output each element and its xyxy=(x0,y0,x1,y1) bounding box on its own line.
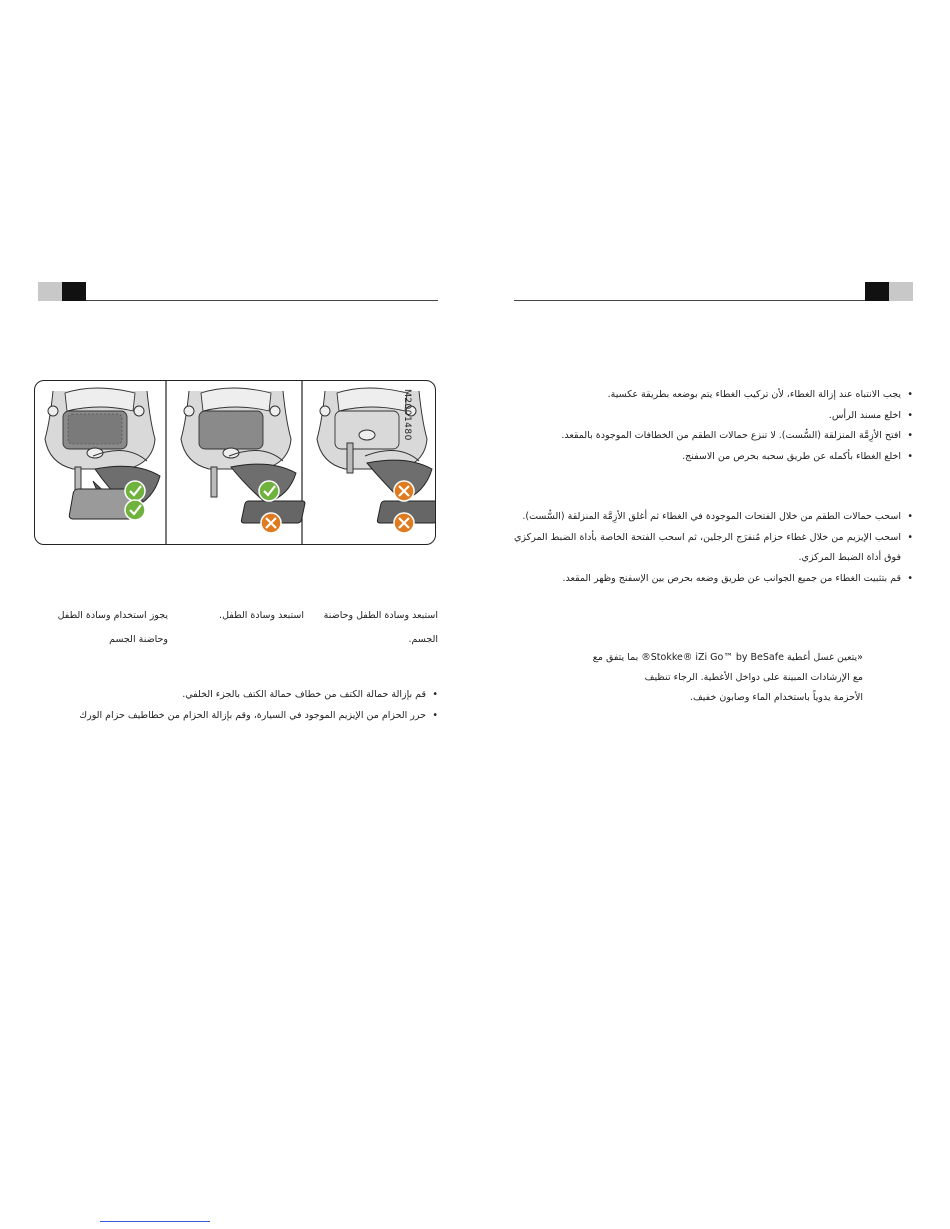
seat-illustrations xyxy=(35,381,435,544)
panel-2-cushion-check-icon xyxy=(259,481,279,501)
caption-remove-cushion-and-pad: استبعد وسادة الطفل وحاضنة الجسم. xyxy=(323,610,438,645)
left-header-rule xyxy=(86,300,438,301)
panel-2-seat-illustration xyxy=(181,388,305,523)
left-header-gray-block xyxy=(38,282,62,301)
caption-keep-cushion-and-pad: يجوز استخدام وسادة الطفل وحاضنة الجسم xyxy=(57,610,168,645)
panel-1-seat-illustration xyxy=(45,388,160,519)
refit-cover-item: • اسحب الإيزيم من خلال غطاء حزام مُنفرَج الرجلين، ثم اسحب الفتحة الخاصة بأداة الضبط المركزي فوق أداة الضبط المركزي. xyxy=(514,528,913,569)
panel-2-pad-cross-icon xyxy=(261,513,281,533)
wash-note-line-1: «يتعين غسل أغطية Stokke® iZi Go™ by BeSafe® بما يتفق مع xyxy=(592,652,863,663)
left-instruction-item: • قم بإزالة حمالة الكتف من خطاف حمالة الكتف بالجزء الخلفي. xyxy=(40,685,438,706)
right-header-black-block xyxy=(865,282,889,301)
figure-code: M2001480 xyxy=(402,389,412,441)
refit-cover-item: • قم بتثبيت الغطاء من جميع الجوانب عن طريق وضعه بحرص بين الإسفنج وظهر المقعد. xyxy=(514,569,913,590)
refit-cover-list xyxy=(514,507,913,589)
panel-3-cushion-cross-icon xyxy=(394,481,414,501)
panel-3-pad-cross-icon xyxy=(394,513,414,533)
remove-cover-list xyxy=(514,385,913,467)
left-instructions-list xyxy=(40,685,438,726)
right-header-rule xyxy=(514,300,865,301)
wash-note-line-2: مع الإرشادات المبينة على دواخل الأغطية. الرجاء تنظيف xyxy=(644,672,863,683)
panel-1-cushion-check-icon xyxy=(125,481,145,501)
seat-cover-figure xyxy=(34,380,436,545)
remove-cover-item: • اخلع الغطاء بأكمله عن طريق سحبه بحرص من الاسفنج. xyxy=(514,447,913,468)
remove-cover-item: • افتح الأزِمَّة المنزلقة (السُّست). لا تنزع حمالات الطقم من الخطافات الموجودة بالمقعد. xyxy=(514,426,913,447)
footer-link-underline xyxy=(100,1221,210,1222)
remove-cover-item: • يجب الانتباه عند إزالة الغطاء، لأن تركيب الغطاء يتم بوضعه بطريقة عكسية. xyxy=(514,385,913,406)
panel-3-seat-illustration xyxy=(317,388,435,523)
right-header-gray-block xyxy=(889,282,913,301)
remove-cover-item: • اخلع مسند الرأس. xyxy=(514,406,913,427)
wash-note-line-3: الأحزمة يدوياً باستخدام الماء وصابون خفيف. xyxy=(689,692,863,703)
left-header-black-block xyxy=(62,282,86,301)
wash-note xyxy=(560,648,863,708)
panel-1-pad-check-icon xyxy=(125,500,145,520)
left-instruction-item: • حرر الحزام من الإيزيم الموجود في السيارة، وقم بإزالة الحزام من خطاطيف حزام الورك xyxy=(40,706,438,727)
refit-cover-item: • اسحب حمالات الطقم من خلال الفتحات الموجودة في الغطاء ثم أغلق الأزِمَّة المنزلقة (السُّست). xyxy=(514,507,913,528)
caption-remove-cushion: استبعد وسادة الطفل. xyxy=(219,610,304,621)
